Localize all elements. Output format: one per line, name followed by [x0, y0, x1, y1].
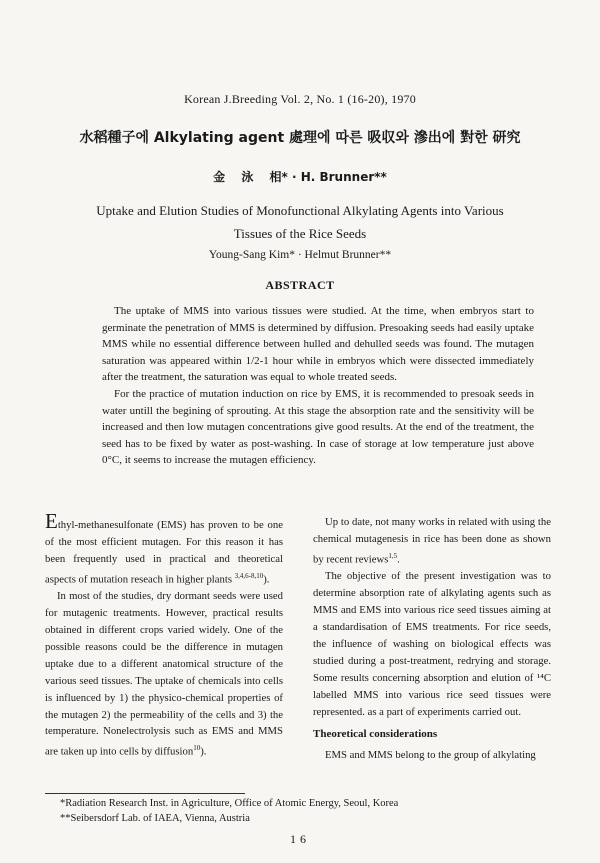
right-column [313, 514, 551, 764]
abstract-paragraph: For the practice of mutation induction on rice by EMS, it is recommended to presoak seeds in water untill the begining of sprouting. At this stage the absorption rate and the sensitivity will be increased and then low mutagen concentrations give good results. At the end of the treatment, the seed has to be fixed by water as post-washing. In case of storage at low temperature just above 0°C, it seems to increase the mutagen efficiency. [102, 387, 534, 467]
section-heading: Theoretical considerations [313, 728, 438, 741]
english-title-line-2: Tissues of the Rice Seeds [233, 226, 367, 241]
paragraph-end: ). [263, 573, 270, 586]
english-authors: Young-Sang Kim* · Helmut Brunner** [208, 249, 392, 261]
body-paragraph: EMS and MMS belong to the group of alkylating [325, 749, 536, 762]
paragraph-end: ). [200, 745, 207, 758]
paragraph-end: . [397, 553, 400, 566]
reference-marker: 10 [193, 744, 201, 753]
left-column [45, 509, 283, 761]
english-title-line-1: Uptake and Elution Studies of Monofunctional Alkylating Agents into Various [96, 203, 504, 218]
footnotes [60, 796, 540, 826]
paragraph-text: Up to date, not many works in related with using the chemical mutagenesis in rice has been done as shown by recent reviews [313, 516, 551, 566]
abstract-body [102, 303, 534, 469]
body-paragraph [45, 509, 283, 588]
paragraph-text: thyl-methanesulfonate (EMS) has proven to be one of the most efficient mutagen. For this reason it has been frequently used in practical and theoretical aspects of mutation reseach in higher plants [45, 519, 283, 586]
drop-cap: E [45, 509, 58, 533]
body-paragraph [313, 514, 551, 568]
footnote-affiliation-1: *Radiation Research Inst. in Agriculture, Office of Atomic Energy, Seoul, Korea [60, 798, 399, 809]
abstract-heading: ABSTRACT [265, 278, 335, 292]
abstract-paragraph: The uptake of MMS into various tissues were studied. At the time, when embryos start to germinate the penetration of MMS is determined by diffusion. Presoaking seeds had easily uptake MMS while no essential difference between hulled and dehulled seeds was found. The mutagen saturation was appeared within 1/2-1 hour while in embryos which were dissected immediately after the treatment, the saturation was equal to whole treated seeds. [102, 305, 534, 384]
footnote-affiliation-2: **Seibersdorf Lab. of IAEA, Vienna, Austria [60, 813, 250, 824]
reference-marker: 3,4,6-8,10 [234, 571, 264, 580]
english-title [60, 199, 540, 245]
body-paragraph [45, 588, 283, 761]
page-number: 16 [290, 832, 310, 846]
reference-marker: 1,5 [388, 551, 398, 560]
footnote-divider [45, 793, 245, 794]
korean-authors: 金 泳 相* · H. Brunner** [213, 170, 387, 184]
body-paragraph: The objective of the present investigation was to determine absorption rate of alkylating agents such as MMS and EMS into various rice seed tissues aiming at a standardisation of EMS treatments. For rice seeds, the influence of washing on biological effects was studied during a post-treatment, redrying and storage. Some results concerning absorption and elution of ¹⁴C labelled MMS into various rice seed tissues were represented. as a part of experiments carried out. [313, 570, 551, 718]
paragraph-text: In most of the studies, dry dormant seeds were used for mutagenic treatments. However, practical results obtained in different crops varied widely. One of the possible reasons could be the difference in mutagen uptake due to a different anatomical structure of the various seed tissues. The uptake of chemicals into cells is influenced by 1) the physico-chemical properties of the mutagen 2) the permeability of the cells and 3) the temperature. Nonelectrolysis such as EMS and MMS are taken up into cells by diffusion [45, 590, 283, 758]
journal-citation: Korean J.Breeding Vol. 2, No. 1 (16-20), 1970 [184, 92, 416, 106]
korean-title: 水稻種子에 Alkylating agent 處理에 따른 吸収와 滲出에 對한 研究 [79, 130, 521, 146]
